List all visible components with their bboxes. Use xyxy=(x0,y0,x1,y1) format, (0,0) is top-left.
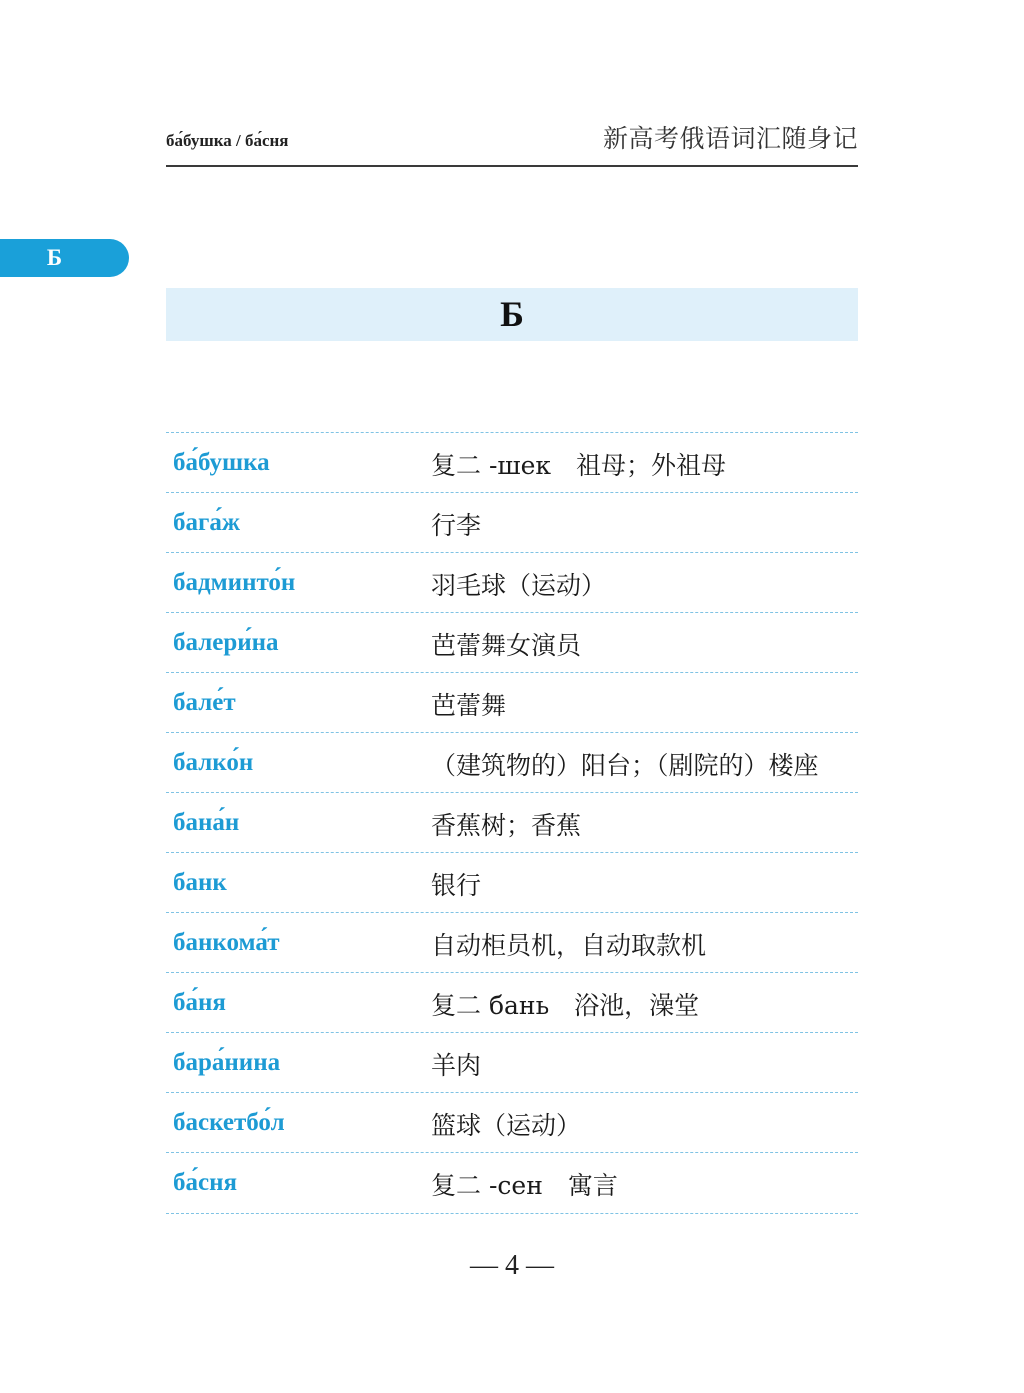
guide-words: ба́бушка / ба́сня xyxy=(166,131,289,150)
vocab-entry xyxy=(166,792,858,852)
vocab-entry xyxy=(166,1152,858,1214)
section-heading: Б xyxy=(166,288,858,341)
vocab-entry xyxy=(166,672,858,732)
entry-gloss: 羽毛球（运动） xyxy=(431,571,607,600)
vocab-entry xyxy=(166,492,858,552)
entry-word: балери́на xyxy=(173,629,279,656)
vocab-entry xyxy=(166,912,858,972)
entry-word: ба́бушка xyxy=(173,449,270,476)
entry-word: бага́ж xyxy=(173,509,240,536)
entry-gloss: 复二 -сен 寓言 xyxy=(431,1171,618,1200)
running-head xyxy=(166,118,858,167)
entry-word: ба́ня xyxy=(173,989,226,1016)
entry-word: банк xyxy=(173,869,227,896)
vocab-entry xyxy=(166,1092,858,1152)
vocab-entry xyxy=(166,552,858,612)
vocab-entry xyxy=(166,612,858,672)
letter-thumb-tab: Б xyxy=(0,239,129,277)
entry-word: баскетбо́л xyxy=(173,1109,285,1136)
entry-gloss: 香蕉树；香蕉 xyxy=(431,811,582,840)
entry-gloss: 芭蕾舞女演员 xyxy=(431,631,582,660)
vocab-entry xyxy=(166,732,858,792)
entry-gloss: 芭蕾舞 xyxy=(431,691,507,720)
entry-word: бадминто́н xyxy=(173,569,296,596)
vocab-entry xyxy=(166,972,858,1032)
entry-word: ба́сня xyxy=(173,1169,238,1196)
entry-word: банкома́т xyxy=(173,929,280,956)
entry-gloss: 复二 -шек 祖母；外祖母 xyxy=(431,451,727,480)
entry-gloss: 羊肉 xyxy=(431,1051,482,1080)
vocabulary-list xyxy=(166,432,858,1214)
entry-word: бале́т xyxy=(173,689,236,716)
entry-word: бара́нина xyxy=(173,1049,281,1076)
entry-gloss: 银行 xyxy=(431,871,482,900)
entry-gloss: 自动柜员机，自动取款机 xyxy=(431,931,707,960)
vocab-entry xyxy=(166,852,858,912)
page-number: — 4 — xyxy=(470,1250,554,1281)
entry-gloss: 篮球（运动） xyxy=(431,1111,582,1140)
entry-gloss: 行李 xyxy=(431,511,482,540)
entry-gloss: （建筑物的）阳台；（剧院的）楼座 xyxy=(431,751,819,780)
book-title: 新高考俄语词汇随身记 xyxy=(602,124,858,153)
vocab-entry xyxy=(166,1032,858,1092)
entry-gloss: 复二 бань 浴池，澡堂 xyxy=(431,991,700,1020)
entry-word: балко́н xyxy=(173,749,254,776)
vocab-entry xyxy=(166,432,858,492)
entry-word: бана́н xyxy=(173,809,240,836)
